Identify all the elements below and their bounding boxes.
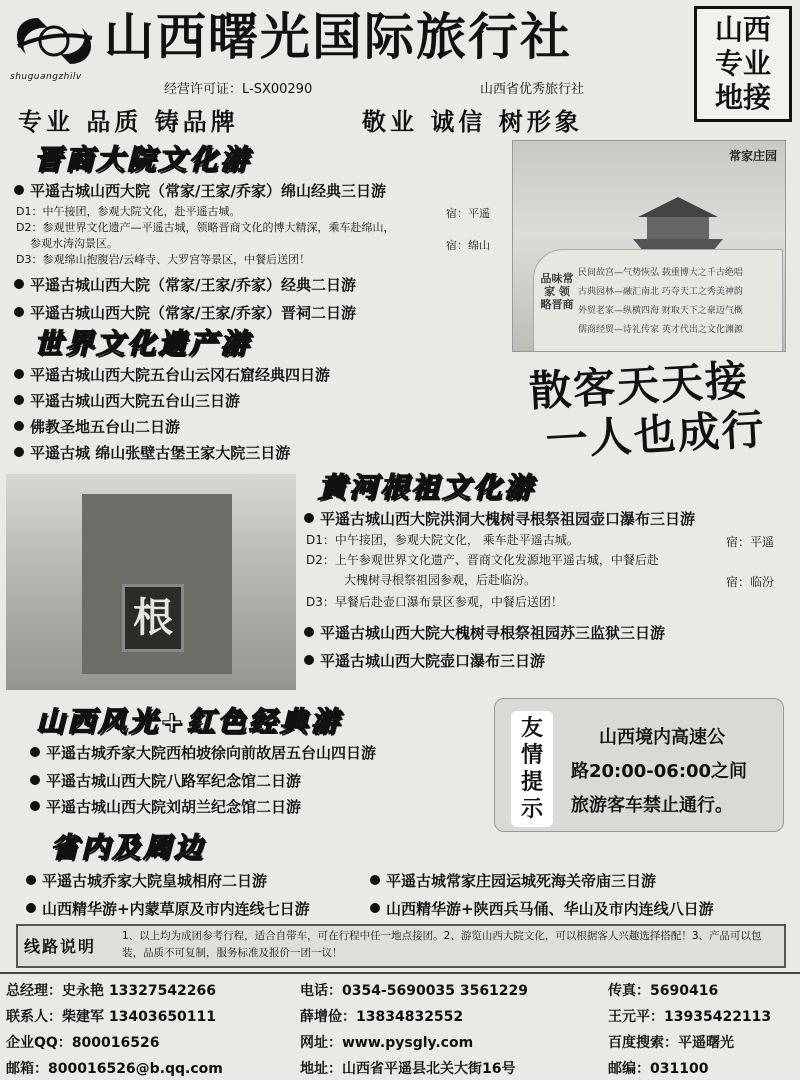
itinerary-day: D1：中午接团，参观大院文化，赴平遥古城。 (16, 205, 241, 218)
scroll-line: 古典园林—融汇南北 巧夺天工之秀美神韵 (578, 287, 743, 297)
scroll-label: 品味常家 领略晋商 (540, 272, 574, 311)
route-item: 平遥古城山西大院洪洞大槐树寻根祭祖园壶口瀑布三日游 (304, 508, 695, 529)
contact-gm: 总经理：史永艳 13327542266 (6, 983, 217, 999)
section-title-yellow-river: 黄河根祖文化游 (318, 471, 536, 504)
contact-website: 网址：www.pysgly.com (300, 1035, 474, 1051)
route-item: 平遥古城乔家大院皇城相府二日游 (26, 870, 267, 891)
motto-left: 专业 品质 铸品牌 (18, 108, 239, 136)
contact-person: 联系人：柴建军 13403650111 (6, 1009, 217, 1025)
itinerary-day: 大槐树寻根祭祖园参观，后赴临汾。 (344, 573, 537, 587)
manor-building-icon (633, 193, 723, 253)
slogan-line: 散客天天接 (527, 355, 751, 416)
route-item: 平遥古城乔家大院西柏坡徐向前故居五台山四日游 (30, 742, 376, 763)
route-item: 平遥古城山西大院刘胡兰纪念馆二日游 (30, 796, 301, 817)
itinerary-day: D1：中午接团，参观大院文化， 乘车赴平遥古城。 (306, 533, 579, 547)
contact-phone: 电话：0354-5690035 3561229 (300, 983, 529, 999)
contact-wang: 王元平：13935422113 (608, 1009, 772, 1025)
scroll-line: 外贸老家—纵横四海 财取天下之豪迈气概 (578, 306, 743, 316)
agency-title: 山西曙光国际旅行社 (104, 8, 572, 66)
itinerary-day: D3：早餐后赴壶口瀑布景区参观，中餐后送团！ (306, 595, 563, 609)
photo-caption: 常家庄园 (728, 149, 777, 163)
corner-line: 山西 (714, 13, 771, 46)
reminder-line: 路20:00-06:00之间 (571, 761, 748, 782)
section-title-red-tour: 山西风光+红色经典游 (36, 705, 342, 738)
route-item: 山西精华游+陕西兵马俑、华山及市内连线八日游 (370, 898, 714, 919)
corner-line: 专业 (714, 47, 771, 80)
scroll-text (578, 264, 743, 340)
route-notes (16, 924, 786, 968)
route-item: 平遥古城山西大院（常家/王家/乔家）晋祠二日游 (14, 302, 356, 323)
license-number: 经营许可证：L-SX00290 (164, 82, 313, 97)
contact-zip: 邮编：031100 (608, 1061, 709, 1077)
tag-char: 示 (520, 797, 543, 822)
route-item: 平遥古城山西大院（常家/王家/乔家）经典二日游 (14, 274, 356, 295)
reminder-line: 旅游客车禁止通行。 (571, 795, 733, 816)
corner-badge (694, 6, 792, 122)
contact-qq: 企业QQ：800016526 (6, 1035, 160, 1051)
route-item: 平遥古城山西大院五台山云冈石窟经典四日游 (14, 364, 330, 385)
itinerary-day: D2：参观世界文化遗产—平遥古城，领略晋商文化的博大精深，乘车赴绵山， (16, 221, 395, 234)
contact-footer (0, 972, 800, 1080)
route-item: 平遥古城山西大院五台山三日游 (14, 390, 240, 411)
slogan-line: 一人也成行 (544, 404, 767, 465)
route-item: 山西精华游+内蒙草原及市内连线七日游 (26, 898, 310, 919)
reminder-text (571, 721, 747, 823)
route-item: 平遥古城山西大院壶口瀑布三日游 (304, 650, 545, 671)
route-item: 平遥古城山西大院（常家/王家/乔家）绵山经典三日游 (14, 180, 386, 201)
itinerary-day: 参观水涛沟景区。 (30, 237, 118, 250)
section-title-merchant: 晋商大院文化游 (34, 143, 252, 176)
description-scroll (533, 249, 783, 352)
itinerary-day: D2：上午参观世界文化遗产、晋商文化发源地平遥古城，中餐后赴 (306, 553, 659, 567)
photo-root-gate (6, 474, 296, 690)
contact-email: 邮箱：800016526@b.qq.com (6, 1061, 223, 1077)
notes-text: 1、以上均为成团参考行程，适合自带车，可在行程中任一地点接团。2、游览山西大院文化，可以根据客人兴趣选择搭配！3、产品可以包装，品质不可复制，服务标准及报价一团一议！ (122, 930, 762, 959)
itinerary-stay: 宿：临汾 (726, 575, 775, 589)
route-item: 平遥古城 绵山张壁古堡王家大院三日游 (14, 442, 290, 463)
tag-char: 友 (520, 716, 543, 741)
logo-icon (8, 10, 100, 72)
itinerary-stay: 宿：绵山 (446, 239, 490, 252)
contact-fax: 传真：5690416 (608, 983, 719, 999)
contact-xue: 薛增俭：13834832552 (300, 1009, 464, 1025)
reminder-line: 山西境内高速公 (599, 727, 725, 748)
tag-char: 情 (520, 743, 543, 768)
section-title-heritage: 世界文化遗产游 (34, 327, 252, 360)
friendly-reminder-box (494, 698, 784, 832)
motto-right: 敬业 诚信 树形象 (362, 108, 583, 136)
agency-honor: 山西省优秀旅行社 (480, 82, 585, 97)
reminder-tag (511, 711, 553, 827)
root-plaque: 根 (122, 584, 184, 652)
scroll-line: 民间故宫—气势恢弘 载重博大之千古绝唱 (578, 268, 743, 278)
brand-latin: shuguangzhilv (10, 72, 82, 82)
contact-baidu: 百度搜索：平遥曙光 (608, 1035, 734, 1051)
itinerary-day: D3：参观绵山抱腹岩/云峰寺、大罗宫等景区，中餐后送团！ (16, 253, 311, 266)
section-title-nearby: 省内及周边 (50, 831, 206, 864)
tag-char: 提 (520, 770, 543, 795)
corner-line: 地接 (714, 81, 771, 114)
itinerary-stay: 宿：平遥 (726, 535, 775, 549)
photo-chang-family-manor (512, 140, 786, 352)
route-item: 平遥古城山西大院八路军纪念馆二日游 (30, 770, 301, 791)
route-item: 平遥古城山西大院大槐树寻根祭祖园苏三监狱三日游 (304, 622, 665, 643)
route-item: 佛教圣地五台山二日游 (14, 416, 180, 437)
contact-address: 地址：山西省平遥县北关大街16号 (300, 1061, 516, 1077)
scroll-line: 儒商经贸—诗礼传家 英才代出之文化渊源 (578, 325, 743, 335)
route-item: 平遥古城常家庄园运城死海关帝庙三日游 (370, 870, 656, 891)
itinerary-stay: 宿：平遥 (446, 207, 490, 220)
notes-label: 线路说明 (24, 937, 97, 956)
